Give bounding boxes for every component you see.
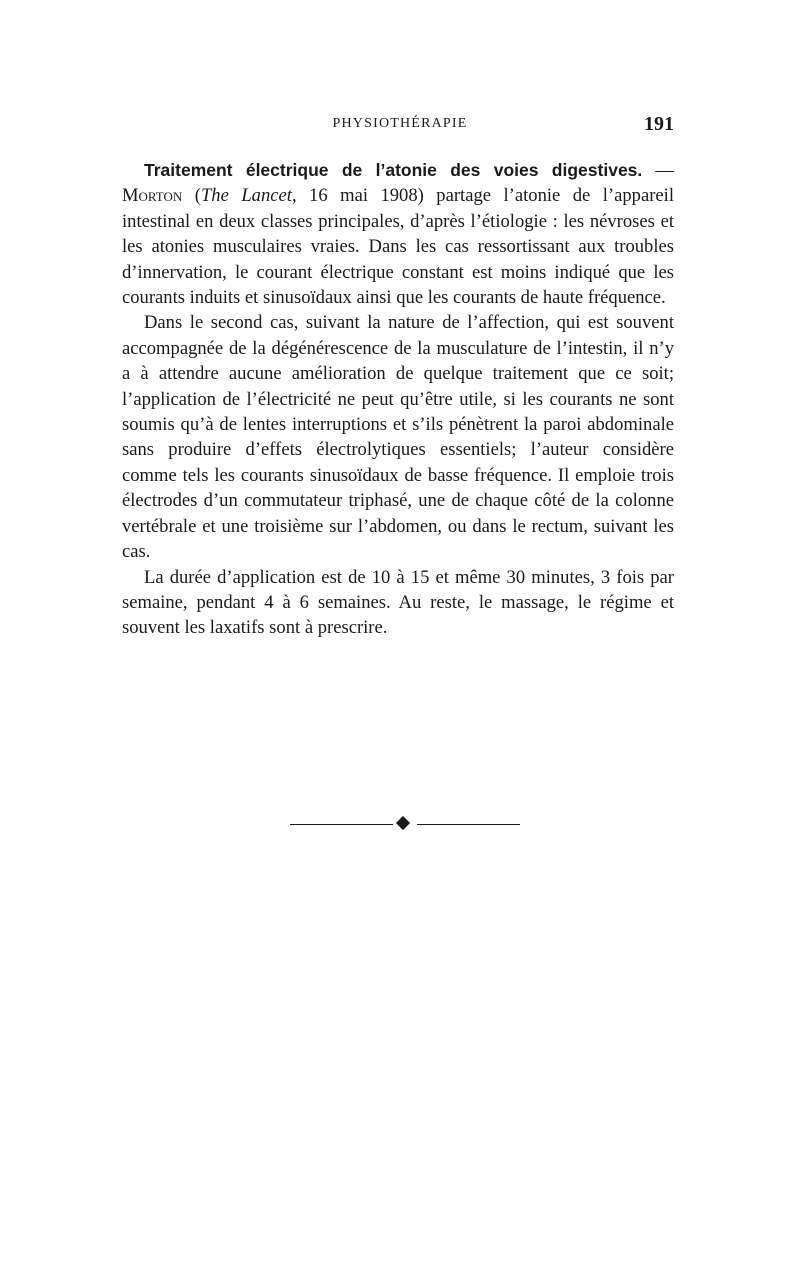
section-end-ornament: [290, 815, 520, 835]
page-number: 191: [644, 113, 674, 135]
source-open: (: [182, 185, 201, 207]
running-head: [122, 113, 678, 140]
paragraph-1: [122, 158, 674, 310]
running-title: PHYSIOTHÉRAPIE: [332, 116, 468, 131]
journal-title: The Lancet: [200, 185, 292, 207]
author-dash: —: [642, 160, 675, 181]
paragraph-3: La durée d’application est de 10 à 15 et même 30 minutes, 3 fois par semaine, pendant 4 à 6 semaines. Au reste, le massage, le régime et souvent les laxatifs sont à prescrire.: [122, 566, 674, 639]
paragraph-1-text: , 16 mai 1908) partage l’atonie de l’appareil intestinal en deux classes principales, d’après l’étiologie : les névroses et les atonies musculaires vraies. Dans les cas ressortissant aux troubles d’innervation, le courant électrique constant est moins indiqué que les courants induits et sinusoïdaux ainsi que les courants de haute fréquence.: [122, 185, 674, 309]
article-heading: Traitement électrique de l’atonie des voies digestives.: [144, 160, 643, 180]
diamond-icon: [396, 816, 410, 830]
ornament-rule-left: [290, 824, 393, 825]
ornament-rule-right: [417, 824, 520, 825]
author-name: Morton: [122, 185, 183, 207]
paragraph-2: Dans le second cas, suivant la nature de l’affection, qui est souvent accompagnée de la dégénérescence de la musculature de l’intestin, il n’y a à attendre aucune amélioration de quelque traitement que ce soit; l’application de l’électricité ne peut qu’être utile, si les courants ne sont soumis qu’à de lentes interruptions et s’ils pénètrent la paroi abdominale sans produire d’effets électrolytiques essentiels; l’auteur considère comme tels les courants sinusoïdaux de basse fréquence. Il emploie trois électrodes d’un commutateur triphasé, une de chaque côté de la colonne vertébrale et une troisième sur l’abdomen, ou dans le rectum, suivant les cas.: [122, 312, 674, 563]
article-body: [122, 158, 674, 641]
